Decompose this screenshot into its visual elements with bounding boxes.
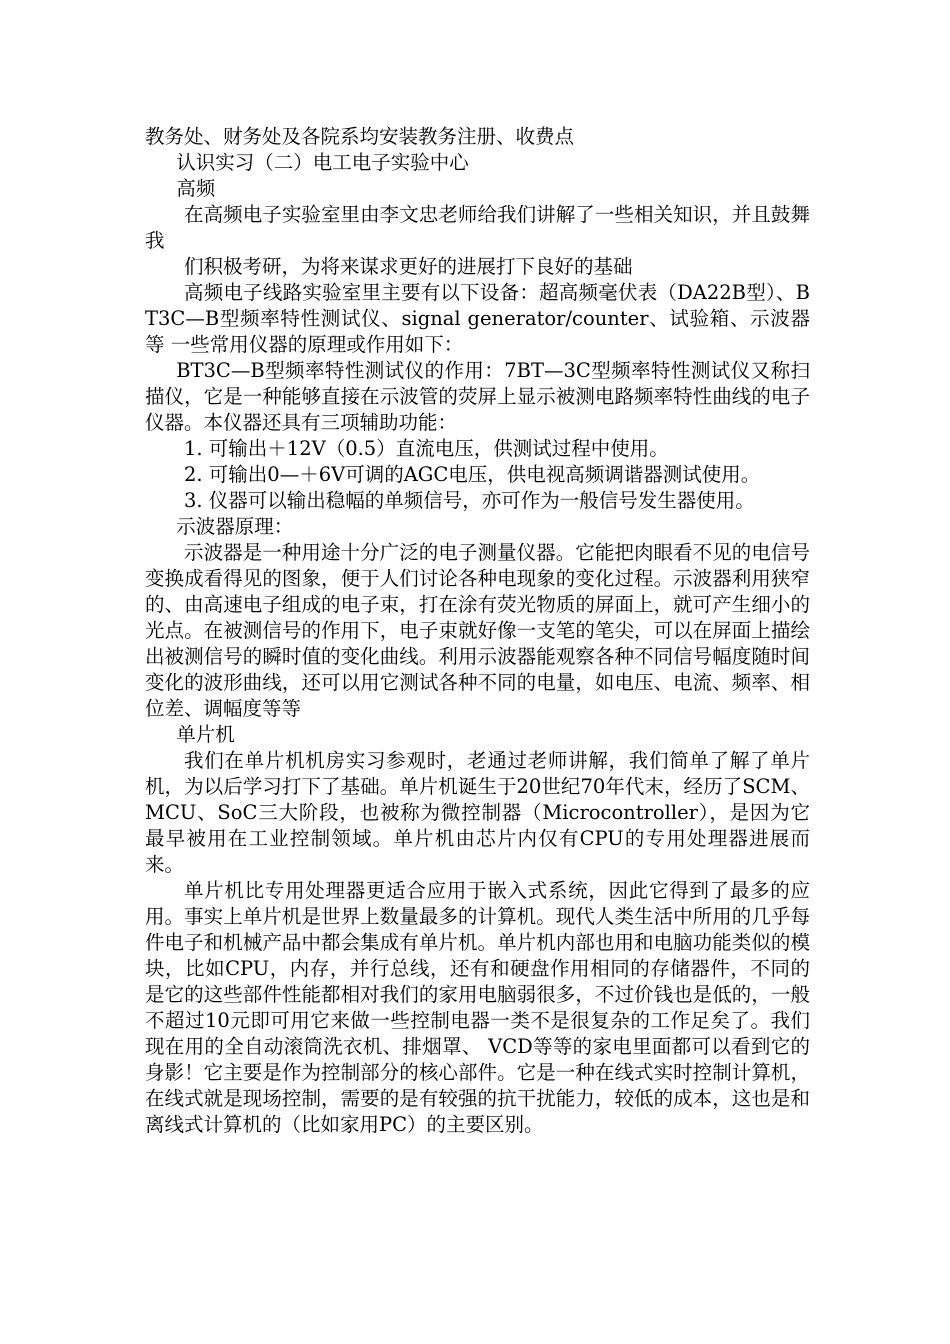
- section-heading-oscilloscope: 示波器原理：: [176, 515, 294, 538]
- section-heading-high-frequency: 高频: [176, 177, 216, 200]
- paragraph-registration-points: 教务处、财务处及各院系均安装教务注册、收费点: [145, 125, 575, 148]
- paragraph-mcu-intro: 我们在单片机机房实习参观时，老通过老师讲解，我们简单了解了单片机，为以后学习打下了基础。单片机诞生于20世纪70年代末，经历了SCM、MCU、SoC三大阶段，也被称为微控制器（Microcontroller），是因为它最早被用在工业控制领域。单片机由芯片内仅有CPU的专用处理器进展而来。: [145, 749, 810, 876]
- list-item-aux-function-1: 1. 可输出＋12V（0.5）直流电压，供测试过程中使用。: [184, 437, 669, 460]
- paragraph-hf-equipment: 高频电子线路实验室里主要有以下设备：超高频毫伏表（DA22B型）、BT3C—B型频率特性测试仪、signal generator/counter、试验箱、示波器等 一些常用仪器的原理或作用如下：: [145, 281, 810, 356]
- paragraph-hf-lab-encourage: 们积极考研，为将来谋求更好的进展打下良好的基础: [184, 255, 633, 278]
- section-heading-mcu: 单片机: [176, 723, 235, 746]
- document-body: [145, 124, 810, 1138]
- list-item-aux-function-3: 3. 仪器可以输出稳幅的单频信号，亦可作为一般信号发生器使用。: [184, 489, 755, 512]
- section-heading-practice-2: 认识实习（二）电工电子实验中心: [176, 151, 469, 174]
- paragraph-oscilloscope-principle: 示波器是一种用途十分广泛的电子测量仪器。它能把肉眼看不见的电信号变换成看得见的图象，便于人们讨论各种电现象的变化过程。示波器利用狭窄的、由高速电子组成的电子束，打在涂有荧光物质的屏面上，就可产生细小的光点。在被测信号的作用下，电子束就好像一支笔的笔尖，可以在屏面上描绘出被测信号的瞬时值的变化曲线。利用示波器能观察各种不同信号幅度随时间变化的波形曲线，还可以用它测试各种不同的电量，如电压、电流、频率、相位差、调幅度等等: [145, 541, 810, 720]
- list-item-aux-function-2: 2. 可输出0—＋6V可调的AGC电压，供电视高频调谐器测试使用。: [184, 463, 761, 486]
- paragraph-bt3c-function: BT3C—B型频率特性测试仪的作用：7BT—3C型频率特性测试仪又称扫描仪，它是一种能够直接在示波管的荧屏上显示被测电路频率特性曲线的电子仪器。本仪器还具有三项辅助功能：: [145, 359, 810, 434]
- paragraph-hf-lab-intro: 在高频电子实验室里由李文忠老师给我们讲解了一些相关知识，并且鼓舞我: [145, 203, 810, 252]
- paragraph-mcu-applications: 单片机比专用处理器更适合应用于嵌入式系统，因此它得到了最多的应用。事实上单片机是世界上数量最多的计算机。现代人类生活中所用的几乎每件电子和机械产品中都会集成有单片机。单片机内部也用和电脑功能类似的模块，比如CPU，内存，并行总线，还有和硬盘作用相同的存储器件，不同的是它的这些部件性能都相对我们的家用电脑弱很多，不过价钱也是低的，一般不超过10元即可用它来做一些控制电器一类不是很复杂的工作足矣了。我们现在用的全自动滚筒洗衣机、排烟罩、 VCD等等的家电里面都可以看到它的身影！它主要是作为控制部分的核心部件。它是一种在线式实时控制计算机，在线式就是现场控制，需要的是有较强的抗干扰能力，较低的成本，这也是和离线式计算机的（比如家用PC）的主要区别。: [145, 879, 810, 1136]
